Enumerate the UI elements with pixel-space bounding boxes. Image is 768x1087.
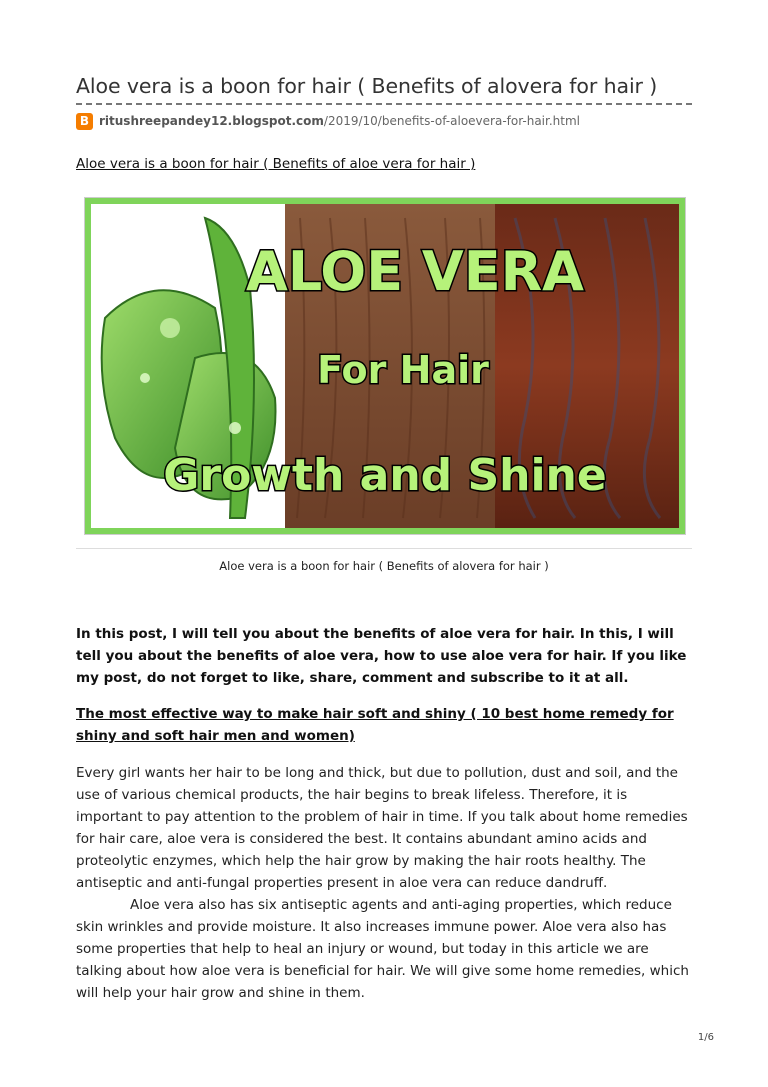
blogger-icon: B bbox=[76, 113, 93, 130]
image-caption: Aloe vera is a boon for hair ( Benefits of alovera for hair ) bbox=[219, 559, 549, 573]
page-number: 1/6 bbox=[697, 1032, 714, 1043]
hero-line-1: ALOE VERA bbox=[246, 240, 584, 303]
body-paragraph-1: Every girl wants her hair to be long and thick, but due to pollution, dust and soil, and the use of various chemical products, the hair begins to break lifeless. Therefore, it is important to pay attention to the problem of hair in time. If you talk about home remedies for hair care, aloe vera is considered the best. It contains abundant amino acids and proteolytic enzymes, which help the hair grow by making the hair roots healthy. The antiseptic and anti-fungal properties present in aloe vera can reduce dandruff. bbox=[76, 765, 688, 891]
page-title: Aloe vera is a boon for hair ( Benefits of alovera for hair ) bbox=[76, 74, 658, 98]
intro-paragraph: In this post, I will tell you about the benefits of aloe vera for hair. In this, I will tell you about the benefits of aloe vera, how to use aloe vera for hair. If you like my post, do not forget to like, share, comment and subscribe to it at all. bbox=[76, 626, 687, 686]
title-divider bbox=[76, 103, 692, 105]
article-body bbox=[76, 762, 696, 1004]
hero-image bbox=[84, 197, 686, 535]
source-domain[interactable]: ritushreepandey12.blogspot.com bbox=[99, 114, 324, 128]
hero-line-3: Growth and Shine bbox=[163, 450, 607, 501]
body-paragraph-2: Aloe vera also has six antiseptic agents and anti-aging properties, which reduce skin wrinkles and provide moisture. It also increases immune power. Aloe vera also has some properties that help to heal an injury or wound, but today in this article we are talking about how aloe vera is beneficial for hair. We will give some home remedies, which will help your hair grow and shine in them. bbox=[76, 897, 689, 1001]
caption-divider bbox=[76, 548, 692, 549]
source-line bbox=[76, 112, 580, 130]
post-title-link[interactable]: Aloe vera is a boon for hair ( Benefits of aloe vera for hair ) bbox=[76, 156, 476, 172]
source-path[interactable]: /2019/10/benefits-of-aloevera-for-hair.html bbox=[323, 114, 580, 128]
related-post-link[interactable]: The most effective way to make hair soft and shiny ( 10 best home remedy for shiny and soft hair men and women) bbox=[76, 706, 674, 744]
hero-line-2: For Hair bbox=[317, 348, 489, 392]
